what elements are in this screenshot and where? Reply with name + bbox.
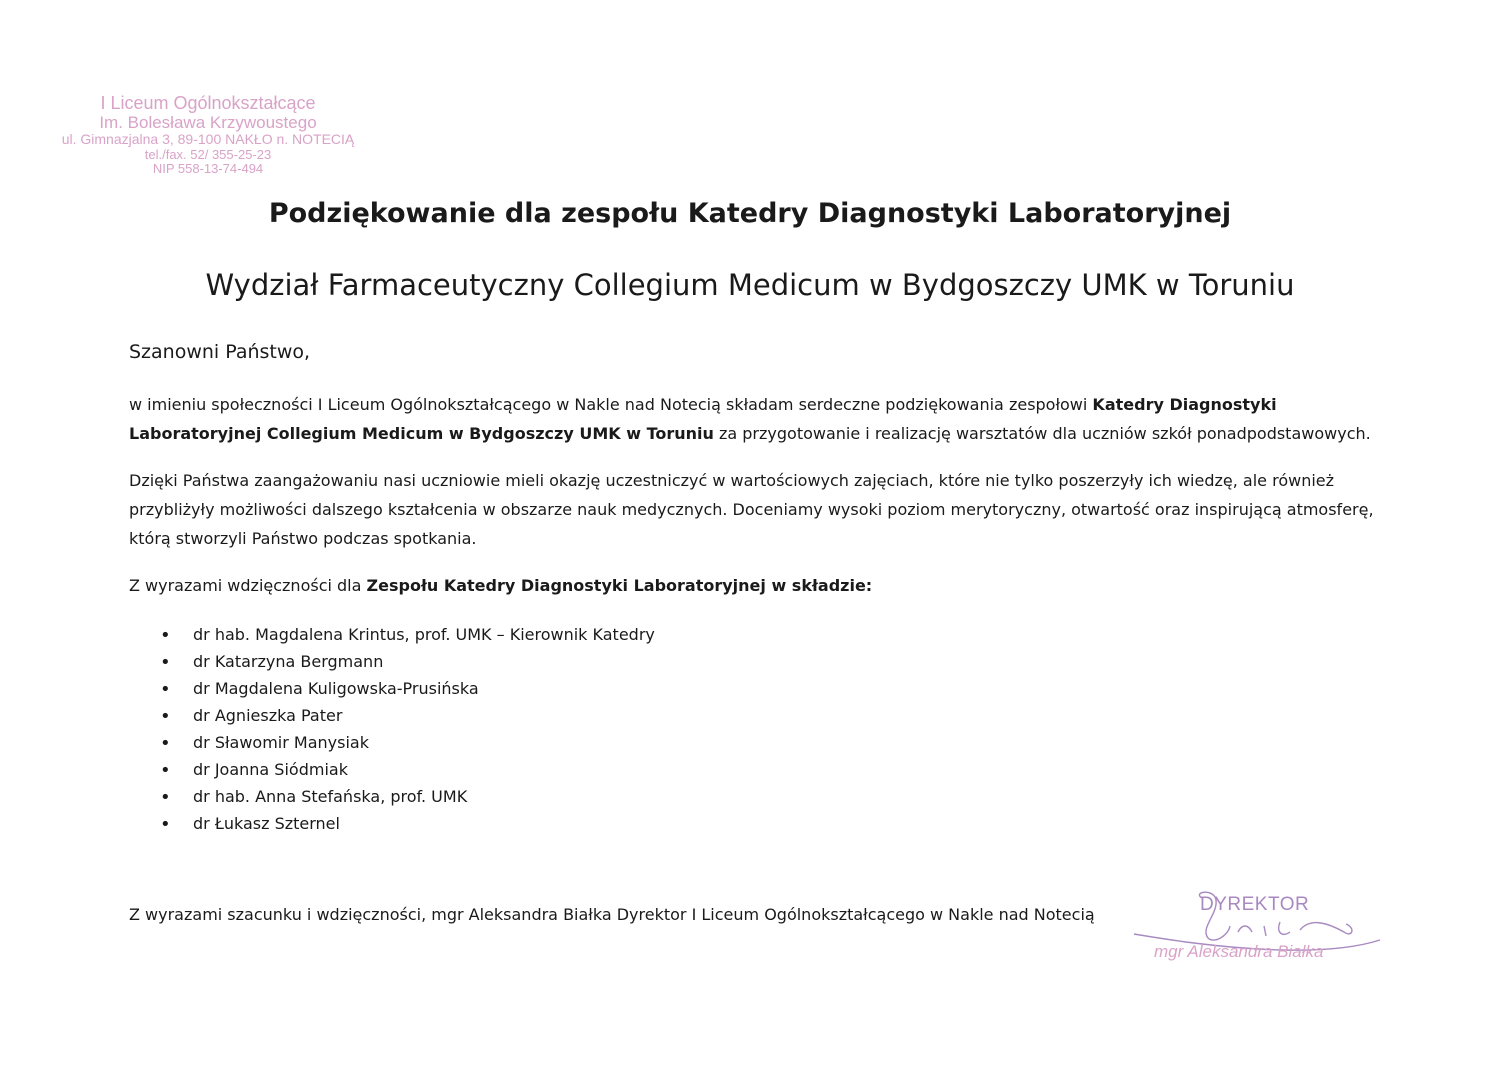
signature-name: mgr Aleksandra Białka xyxy=(1154,942,1324,961)
director-signature xyxy=(1130,888,1390,968)
team-intro-text: Z wyrazami wdzięczności dla xyxy=(129,576,367,595)
team-intro-bold: Zespołu Katedry Diagnostyki Laboratoryjnej w składzie: xyxy=(366,576,873,595)
list-item: • dr Łukasz Szternel xyxy=(129,810,655,837)
letter-subtitle: Wydział Farmaceutyczny Collegium Medicum w Bydgoszczy UMK w Toruniu xyxy=(205,268,1295,302)
letter-title: Podziękowanie dla zespołu Katedry Diagnostyki Laboratoryjnej xyxy=(268,198,1232,229)
list-item: • dr Sławomir Manysiak xyxy=(129,729,655,756)
stamp-nip: NIP 558-13-74-494 xyxy=(152,161,264,177)
stamp-phone: tel./fax. 52/ 355-25-23 xyxy=(144,146,272,162)
paragraph-thanks-bold: Katedry Diagnostyki Laboratoryjnej Collegium Medicum w Bydgoszczy UMK w Toruniu xyxy=(129,395,1277,443)
list-item: • dr Magdalena Kuligowska-Prusińska xyxy=(129,675,655,702)
list-item: • dr hab. Anna Stefańska, prof. UMK xyxy=(129,783,655,810)
stamp-school-patron: Im. Bolesława Krzywoustego xyxy=(99,112,317,132)
list-item: • dr Katarzyna Bergmann xyxy=(129,648,655,675)
paragraph-thanks-text-a: w imieniu społeczności I Liceum Ogólnokształcącego w Nakle nad Notecią składam serdeczne podziękowania zespołowi xyxy=(129,395,1093,414)
list-item: • dr hab. Magdalena Krintus, prof. UMK – Kierownik Katedry xyxy=(129,621,655,648)
list-item: • dr Agnieszka Pater xyxy=(129,702,655,729)
paragraph-appreciation: Dzięki Państwa zaangażowaniu nasi uczniowie mieli okazję uczestniczyć w wartościowych zajęciach, które nie tylko poszerzyły ich wiedzę, ale również przybliżyły możliwości dalszego kształcenia w obszarze nauk medycznych. Doceniamy wysoki poziom merytoryczny, otwartość oraz inspirującą atmosferę, którą stworzyli Państwo podczas spotkania. xyxy=(129,471,1374,548)
team-list xyxy=(129,621,655,837)
paragraph-thanks-text-b: za przygotowanie i realizację warsztatów dla uczniów szkół ponadpodstawowych. xyxy=(713,424,1371,443)
paragraph-team-intro xyxy=(129,571,1379,600)
closing-line: Z wyrazami szacunku i wdzięczności, mgr Aleksandra Białka Dyrektor I Liceum Ogólnokształcącego w Nakle nad Notecią xyxy=(129,905,1095,924)
list-item: • dr Joanna Siódmiak xyxy=(129,756,655,783)
paragraph-thanks xyxy=(129,390,1379,448)
school-stamp xyxy=(40,94,376,176)
signature-title: DYREKTOR xyxy=(1200,894,1310,915)
greeting: Szanowni Państwo, xyxy=(129,341,311,363)
stamp-school-name: I Liceum Ogólnokształcące xyxy=(100,93,316,113)
stamp-address: ul. Gimnazjalna 3, 89-100 NAKŁO n. NOTECIĄ xyxy=(61,131,355,148)
